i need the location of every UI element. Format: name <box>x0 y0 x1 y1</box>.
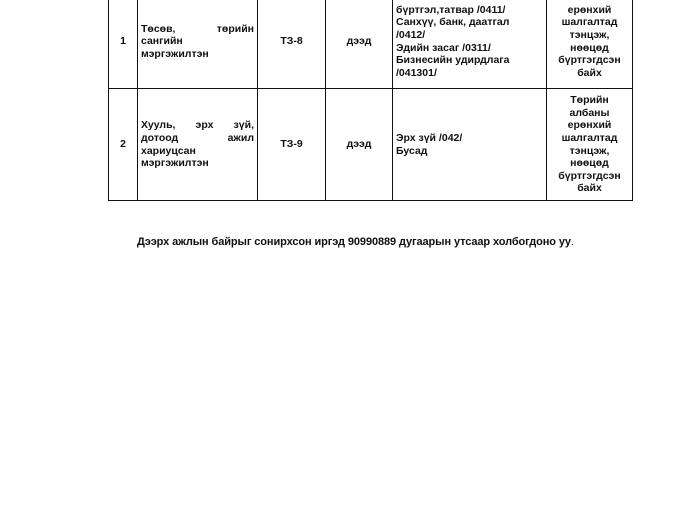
requirement-line: тэнцэж, <box>569 28 610 41</box>
study-directions <box>393 0 547 89</box>
requirement-line: нөөцөд <box>570 41 609 54</box>
requirement-line: бүртгэгдсэн <box>558 54 621 67</box>
requirement-line: байх <box>577 182 602 195</box>
position-line: Төсөв, төрийн <box>141 22 254 35</box>
vacancy-table <box>108 0 633 201</box>
position-code: ТЗ-9 <box>258 89 326 201</box>
position-title <box>138 0 258 89</box>
position-line: мэргэжилтэн <box>141 157 209 170</box>
contact-note-end: . <box>570 236 574 248</box>
requirement-line: ерөнхий <box>567 3 612 16</box>
requirement <box>547 0 633 89</box>
requirement <box>547 89 633 201</box>
contact-note-text: Дээрх ажлын байрыг сонирхсон иргэд 90990889 дугаарын утсаар холбогдоно уу <box>137 236 571 248</box>
direction-line: Бусад <box>396 144 428 157</box>
position-line: сангийн <box>141 35 183 48</box>
contact-note <box>137 236 574 248</box>
table-row <box>109 0 633 89</box>
position-title <box>138 89 258 201</box>
requirement-line: шалгалтад <box>561 16 618 29</box>
direction-line: Эрх зүй /042/ <box>396 131 463 144</box>
requirement-line: ерөнхий <box>567 119 612 132</box>
requirement-line: тэнцэж, <box>569 144 610 157</box>
position-line: Хууль, эрх зүй, <box>141 119 254 132</box>
requirement-line: албаны <box>569 106 610 119</box>
requirement-line: шалгалтад <box>561 131 618 144</box>
education-level: дээд <box>326 0 393 89</box>
position-line: хариуцсан <box>141 144 196 157</box>
direction-line: /041301/ <box>396 66 437 79</box>
row-number: 1 <box>109 0 138 89</box>
requirement-line: бүртгэгдсэн <box>558 169 621 182</box>
position-code: ТЗ-8 <box>258 0 326 89</box>
direction-line: /0412/ <box>396 28 426 41</box>
requirement-line: байх <box>577 66 602 79</box>
requirement-line: нөөцөд <box>570 157 609 170</box>
table-row <box>109 89 633 201</box>
direction-line: Бизнесийн удирдлага <box>396 54 510 67</box>
position-line: мэргэжилтэн <box>141 47 209 60</box>
education-level: дээд <box>326 89 393 201</box>
requirement-line: Төрийн <box>570 94 609 107</box>
direction-line: Санхүү, банк, даатгал <box>396 16 510 29</box>
direction-line: бүртгэл,татвар /0411/ <box>396 3 506 16</box>
position-line: дотоод ажил <box>141 131 254 144</box>
direction-line: Эдийн засаг /0311/ <box>396 41 491 54</box>
row-number: 2 <box>109 89 138 201</box>
study-directions <box>393 89 547 201</box>
